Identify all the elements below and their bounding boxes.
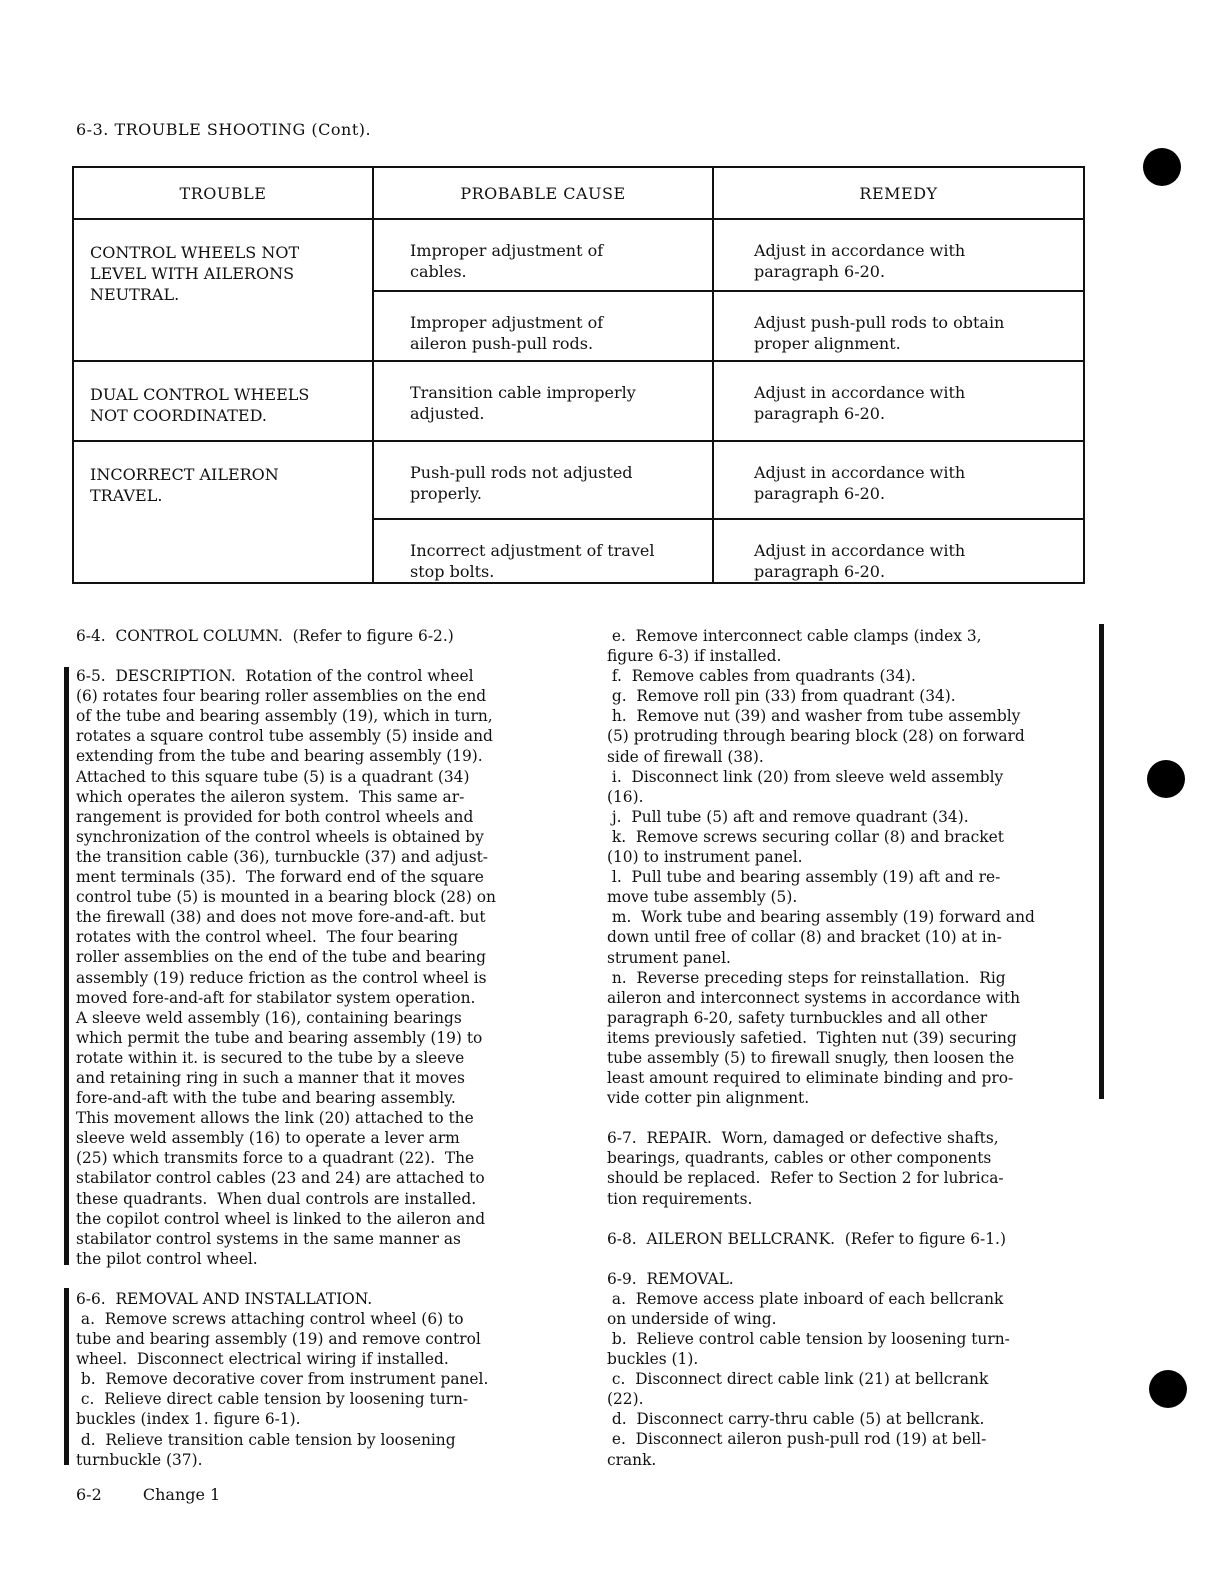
cause-text: Improper adjustment of aileron push-pull rods. — [410, 313, 604, 353]
remedy-cell — [713, 441, 1084, 519]
text-line: This movement allows the link (20) attached to the — [76, 1109, 474, 1128]
binder-hole-top — [1143, 148, 1181, 186]
text-line: a. Remove screws attaching control wheel (6) to — [76, 1310, 464, 1328]
change-bar-removal — [64, 1288, 69, 1465]
text-line: these quadrants. When dual controls are installed. — [76, 1189, 477, 1208]
change-label: Change 1 — [142, 1485, 221, 1504]
cause-text: Improper adjustment of cables. — [410, 241, 604, 281]
text-line: which permit the tube and bearing assembly (19) to — [76, 1028, 483, 1047]
remedy-text: Adjust in accordance with paragraph 6-20. — [754, 463, 966, 503]
left-column — [76, 626, 561, 1470]
page-footer — [76, 1485, 256, 1504]
text-line: 6-5. DESCRIPTION. Rotation of the control wheel — [76, 667, 474, 686]
text-line: h. Remove nut (39) and washer from tube assembly — [607, 707, 1021, 726]
text-line: (10) to instrument panel. — [607, 848, 803, 867]
trouble-shooting-table — [72, 166, 1085, 584]
text-line: e. Disconnect aileron push-pull rod (19) at bell- — [607, 1430, 987, 1449]
trouble-text: DUAL CONTROL WHEELS NOT COORDINATED. — [90, 385, 310, 425]
trouble-text: CONTROL WHEELS NOT LEVEL WITH AILERONS NEUTRAL. — [90, 243, 300, 304]
trouble-text: INCORRECT AILERON TRAVEL. — [90, 465, 279, 505]
text-line: side of firewall (38). — [607, 747, 764, 766]
text-line: the copilot control wheel is linked to the aileron and — [76, 1209, 486, 1228]
text-line: items previously safetied. Tighten nut (39) securing — [607, 1028, 1017, 1047]
text-line: sleeve weld assembly (16) to operate a lever arm — [76, 1129, 460, 1148]
text-line: b. Relieve control cable tension by loosening turn- — [607, 1330, 1010, 1348]
text-line: e. Remove interconnect cable clamps (index 3, — [607, 627, 982, 645]
text-line: turnbuckle (37). — [76, 1450, 203, 1469]
text-line: control tube (5) is mounted in a bearing block (28) on — [76, 888, 496, 907]
cause-cell — [373, 291, 713, 361]
text-line: ment terminals (35). The forward end of the square — [76, 868, 484, 887]
cause-text: Incorrect adjustment of travel stop bolts. — [410, 541, 655, 581]
right-column — [607, 626, 1094, 1470]
text-line: least amount required to eliminate binding and pro- — [607, 1069, 1014, 1088]
text-line: 6-7. REPAIR. Worn, damaged or defective shafts, — [607, 1129, 999, 1148]
trouble-cell — [73, 441, 373, 583]
trouble-cell — [73, 219, 373, 361]
text-line: paragraph 6-20, safety turnbuckles and all other — [607, 1008, 988, 1027]
header-probable-cause: PROBABLE CAUSE — [373, 167, 713, 219]
text-line: wheel. Disconnect electrical wiring if installed. — [76, 1350, 449, 1369]
cause-cell — [373, 219, 713, 291]
text-line: rangement is provided for both control wheels and — [76, 807, 474, 826]
header-remedy: REMEDY — [713, 167, 1084, 219]
text-line: tube assembly (5) to firewall snugly, then loosen the — [607, 1048, 1015, 1067]
table-header-row — [73, 167, 1084, 219]
text-line: d. Relieve transition cable tension by loosening — [76, 1430, 456, 1449]
remedy-cell — [713, 219, 1084, 291]
text-line: (16). — [607, 787, 644, 806]
text-line: extending from the tube and bearing assembly (19). — [76, 747, 483, 766]
table-row — [73, 361, 1084, 441]
cause-cell — [373, 441, 713, 519]
text-line: assembly (19) reduce friction as the control wheel is — [76, 968, 487, 987]
text-line: synchronization of the control wheels is obtained by — [76, 827, 484, 846]
remedy-cell — [713, 519, 1084, 583]
text-line: g. Remove roll pin (33) from quadrant (34). — [607, 687, 956, 706]
header-trouble: TROUBLE — [73, 167, 373, 219]
page-number: 6-2 — [76, 1485, 102, 1504]
text-line: buckles (1). — [607, 1350, 699, 1369]
text-line: down until free of collar (8) and bracket (10) at in- — [607, 928, 1002, 947]
text-line: rotates with the control wheel. The four bearing — [76, 928, 459, 947]
binder-hole-middle — [1147, 760, 1185, 798]
text-line: A sleeve weld assembly (16), containing bearings — [76, 1008, 462, 1027]
text-line: strument panel. — [607, 948, 731, 967]
repair-paragraph — [607, 1128, 1094, 1208]
text-line: l. Pull tube and bearing assembly (19) aft and re- — [607, 868, 1001, 887]
remedy-cell — [713, 361, 1084, 441]
text-line: the transition cable (36), turnbuckle (37) and adjust- — [76, 847, 488, 866]
text-line: (22). — [607, 1390, 644, 1409]
table-row — [73, 441, 1084, 519]
cause-cell — [373, 361, 713, 441]
cause-text: Transition cable improperly adjusted. — [410, 383, 636, 423]
text-line: buckles (index 1. figure 6-1). — [76, 1410, 301, 1429]
section-heading: 6-3. TROUBLE SHOOTING (Cont). — [76, 120, 372, 139]
text-line: stabilator control cables (23 and 24) are attached to — [76, 1169, 485, 1188]
text-line: k. Remove screws securing collar (8) and bracket — [607, 827, 1004, 846]
trouble-cell — [73, 361, 373, 441]
text-line: c. Disconnect direct cable link (21) at bellcrank — [607, 1370, 989, 1389]
text-line: aileron and interconnect systems in accordance with — [607, 988, 1021, 1007]
description-paragraph — [76, 666, 561, 1269]
text-line: i. Disconnect link (20) from sleeve weld assembly — [607, 767, 1004, 786]
text-line: a. Remove access plate inboard of each bellcrank — [607, 1289, 1004, 1308]
text-line: b. Remove decorative cover from instrument panel. — [76, 1370, 489, 1389]
bellcrank-removal-paragraph — [607, 1269, 1094, 1470]
text-line: figure 6-3) if installed. — [607, 647, 782, 666]
text-line: stabilator control systems in the same manner as — [76, 1229, 461, 1248]
removal-installation-paragraph — [76, 1289, 561, 1470]
remedy-text: Adjust in accordance with paragraph 6-20. — [754, 383, 966, 423]
text-line: and retaining ring in such a manner that it moves — [76, 1068, 465, 1087]
text-line: vide cotter pin alignment. — [607, 1089, 810, 1108]
text-line: the firewall (38) and does not move fore-and-aft. but — [76, 908, 486, 927]
text-line: (6) rotates four bearing roller assemblies on the end — [76, 687, 487, 706]
text-line: roller assemblies on the end of the tube and bearing — [76, 948, 486, 967]
control-column-heading: 6-4. CONTROL COLUMN. (Refer to figure 6-2.) — [76, 627, 454, 645]
text-line: c. Relieve direct cable tension by loosening turn- — [76, 1390, 469, 1409]
change-bar-right — [1099, 624, 1104, 1099]
bellcrank-heading: 6-8. AILERON BELLCRANK. (Refer to figure 6-1.) — [607, 1229, 1006, 1248]
text-line: the pilot control wheel. — [76, 1249, 258, 1268]
text-line: j. Pull tube (5) aft and remove quadrant (34). — [607, 807, 969, 826]
text-line: move tube assembly (5). — [607, 888, 798, 907]
remedy-text: Adjust push-pull rods to obtain proper alignment. — [754, 313, 1005, 353]
change-bar-description — [64, 667, 69, 1265]
text-line: f. Remove cables from quadrants (34). — [607, 667, 916, 686]
text-line: 6-9. REMOVAL. — [607, 1269, 734, 1288]
removal-steps — [607, 626, 1094, 1108]
cause-text: Push-pull rods not adjusted properly. — [410, 463, 633, 503]
text-line: m. Work tube and bearing assembly (19) forward and — [607, 908, 1035, 927]
text-line: of the tube and bearing assembly (19), which in turn, — [76, 707, 493, 726]
text-line: moved fore-and-aft for stabilator system operation. — [76, 988, 476, 1007]
remedy-text: Adjust in accordance with paragraph 6-20. — [754, 541, 966, 581]
text-line: on underside of wing. — [607, 1309, 777, 1328]
text-line: should be replaced. Refer to Section 2 for lubrica- — [607, 1169, 1004, 1188]
table-row — [73, 219, 1084, 291]
text-line: n. Reverse preceding steps for reinstallation. Rig — [607, 968, 1006, 987]
text-line: tube and bearing assembly (19) and remove control — [76, 1330, 481, 1349]
cause-cell — [373, 519, 713, 583]
text-line: fore-and-aft with the tube and bearing assembly. — [76, 1089, 456, 1108]
text-line: rotates a square control tube assembly (5) inside and — [76, 727, 493, 746]
text-line: crank. — [607, 1450, 657, 1469]
text-line: d. Disconnect carry-thru cable (5) at bellcrank. — [607, 1410, 985, 1429]
text-line: (25) which transmits force to a quadrant (22). The — [76, 1149, 475, 1168]
remedy-text: Adjust in accordance with paragraph 6-20. — [754, 241, 966, 281]
text-line: rotate within it. is secured to the tube by a sleeve — [76, 1048, 465, 1067]
text-line: tion requirements. — [607, 1189, 753, 1208]
text-line: 6-6. REMOVAL AND INSTALLATION. — [76, 1289, 373, 1308]
remedy-cell — [713, 291, 1084, 361]
text-line: bearings, quadrants, cables or other components — [607, 1149, 992, 1168]
text-line: which operates the aileron system. This same ar- — [76, 787, 465, 806]
text-line: Attached to this square tube (5) is a quadrant (34) — [76, 767, 470, 786]
text-line: (5) protruding through bearing block (28) on forward — [607, 727, 1025, 746]
binder-hole-bottom — [1149, 1370, 1187, 1408]
